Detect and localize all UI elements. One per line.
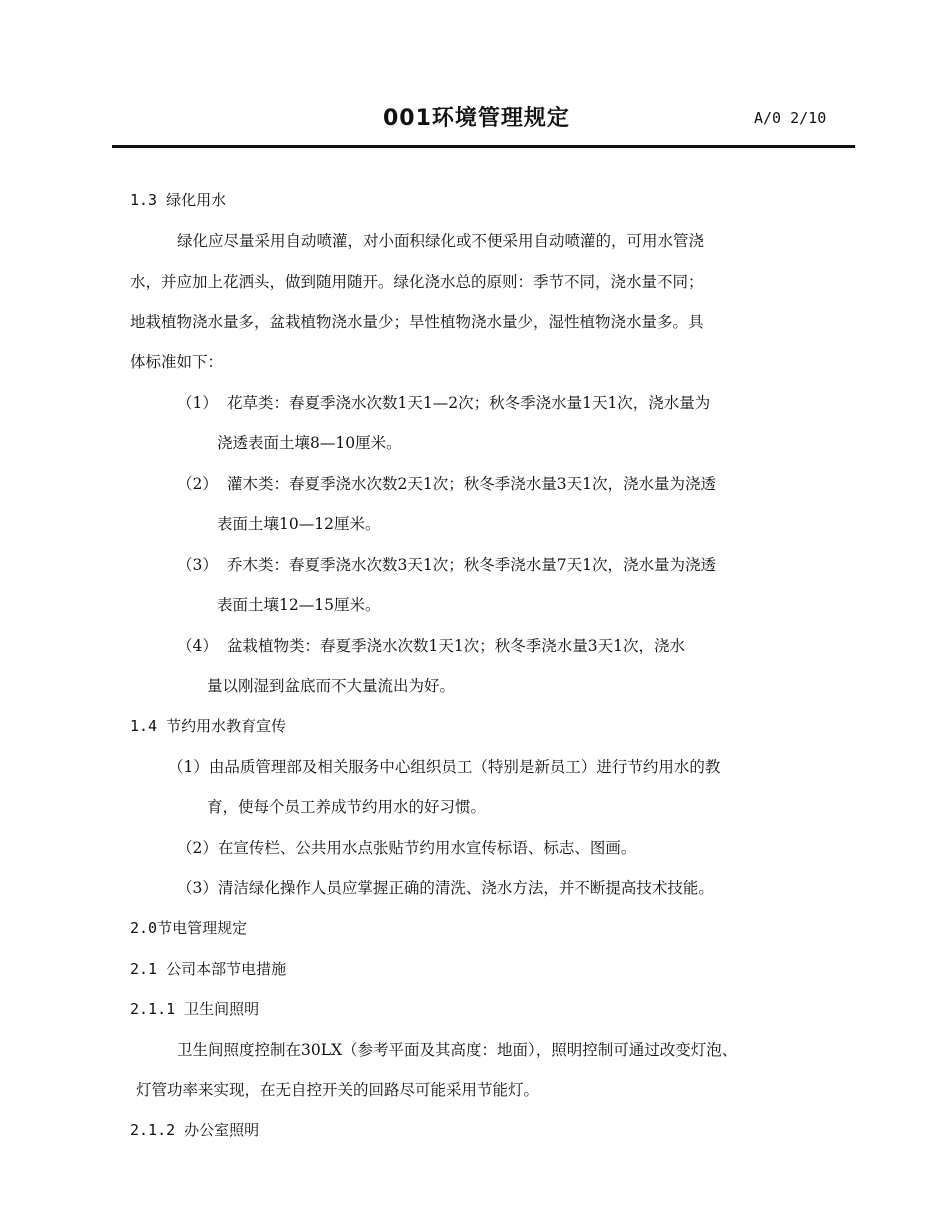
list-item-number: （3） bbox=[177, 556, 218, 574]
list-item-number: （1） bbox=[177, 394, 218, 412]
paragraph-line: 卫生间照度控制在30LX（参考平面及其高度：地面），照明控制可通过改变灯泡、 bbox=[177, 1041, 738, 1059]
list-item: （2）在宣传栏、公共用水点张贴节约用水宣传标语、标志、图画。 bbox=[177, 839, 637, 857]
list-item-continuation: 育，使每个员工养成节约用水的好习惯。 bbox=[207, 798, 487, 816]
list-item-continuation: 表面土壤10—12厘米。 bbox=[217, 515, 381, 533]
paragraph-line: 水，并应加上花洒头，做到随用随开。绿化浇水总的原则：季节不同，浇水量不同； bbox=[130, 273, 704, 291]
list-item-text: 花草类：春夏季浇水次数1天1—2次；秋冬季浇水量1天1次，浇水量为 bbox=[227, 394, 711, 412]
list-item-text: 乔木类：春夏季浇水次数3天1次；秋冬季浇水量7天1次，浇水量为浇透 bbox=[227, 556, 716, 574]
section-heading-2-1-1: 2.1.1 卫生间照明 bbox=[130, 1000, 260, 1018]
document-code: A/0 2/10 bbox=[754, 109, 827, 127]
section-heading-1-3: 1.3 绿化用水 bbox=[130, 191, 227, 209]
list-item-4 bbox=[177, 636, 685, 656]
list-item: （3）清洁绿化操作人员应掌握正确的清洗、浇水方法，并不断提高技术技能。 bbox=[177, 879, 714, 897]
list-item-text: 灌木类：春夏季浇水次数2天1次；秋冬季浇水量3天1次，浇水量为浇透 bbox=[227, 475, 716, 493]
list-item-3 bbox=[177, 555, 716, 575]
list-item-text: 盆栽植物类：春夏季浇水次数1天1次；秋冬季浇水量3天1次，浇水 bbox=[227, 637, 685, 655]
paragraph-line: 地栽植物浇水量多，盆栽植物浇水量少；旱性植物浇水量少，湿性植物浇水量多。具 bbox=[130, 313, 704, 331]
list-item-2 bbox=[177, 474, 716, 494]
section-heading-1-4: 1.4 节约用水教育宣传 bbox=[130, 717, 287, 735]
list-item: （1）由品质管理部及相关服务中心组织员工（特别是新员工）进行节约用水的教 bbox=[168, 758, 721, 776]
list-item-continuation: 表面土壤12—15厘米。 bbox=[217, 596, 381, 614]
paragraph-line: 绿化应尽量采用自动喷灌，对小面积绿化或不便采用自动喷灌的，可用水管浇 bbox=[177, 232, 705, 250]
paragraph-line: 灯管功率来实现，在无自控开关的回路尽可能采用节能灯。 bbox=[136, 1081, 540, 1099]
section-heading-2-1: 2.1 公司本部节电措施 bbox=[130, 960, 287, 978]
list-item-1 bbox=[177, 393, 710, 413]
header-divider bbox=[112, 145, 855, 148]
paragraph-line: 体标准如下： bbox=[130, 353, 224, 371]
list-item-continuation: 量以刚湿到盆底而不大量流出为好。 bbox=[207, 677, 456, 695]
list-item-number: （4） bbox=[177, 637, 218, 655]
list-item-number: （2） bbox=[177, 475, 218, 493]
list-item-continuation: 浇透表面土壤8—10厘米。 bbox=[217, 434, 402, 452]
section-heading-2-0: 2.0节电管理规定 bbox=[130, 919, 248, 937]
document-title: 001环境管理规定 bbox=[383, 106, 570, 131]
section-heading-2-1-2: 2.1.2 办公室照明 bbox=[130, 1121, 260, 1139]
